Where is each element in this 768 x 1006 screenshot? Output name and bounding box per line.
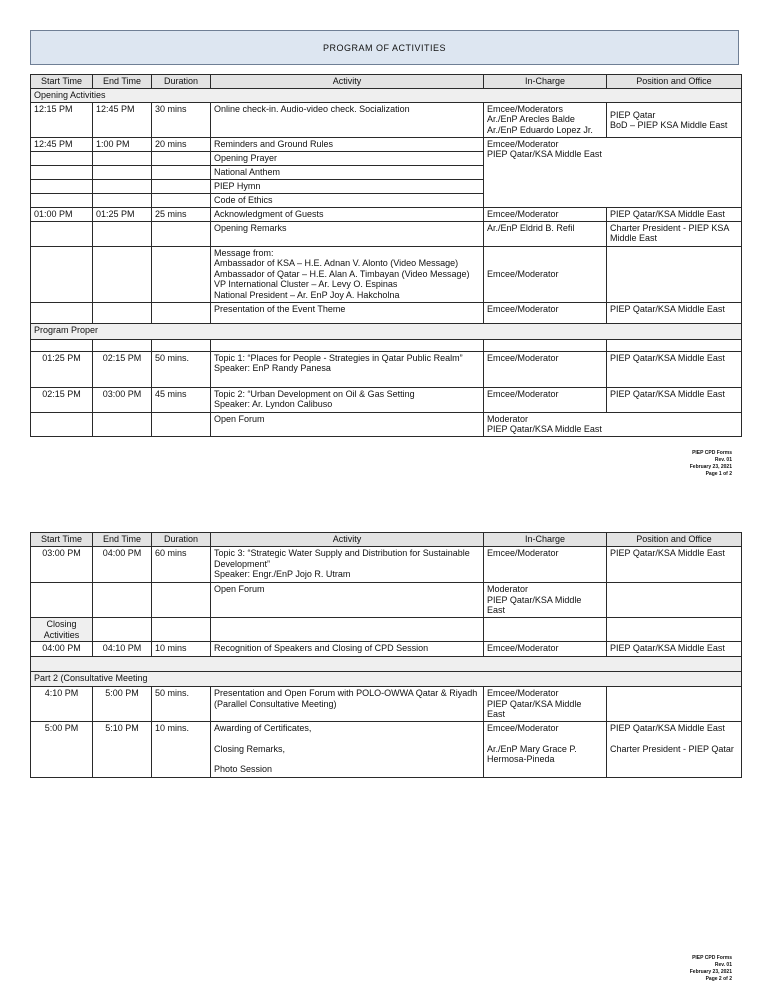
- footer-date: February 23, 2021: [689, 969, 732, 975]
- table-row: [31, 246, 742, 302]
- footer-page-number: Page 1 of 2: [705, 471, 732, 477]
- activity-cell: PIEP Hymn: [211, 179, 484, 193]
- in-charge-cell: [484, 102, 607, 137]
- duration-cell: [152, 246, 211, 302]
- duration-cell: 60 mins: [152, 547, 211, 583]
- position-cell: PIEP Qatar/KSA Middle East: [607, 387, 742, 412]
- section-spacer: [31, 657, 742, 672]
- in-charge-line: East: [487, 605, 506, 615]
- activity-line: Closing Remarks,: [214, 743, 286, 754]
- header-in-charge: In-Charge: [484, 75, 607, 89]
- footer-revision: Rev. 01: [714, 962, 732, 968]
- header-end-time: End Time: [93, 75, 152, 89]
- section-opening-activities: Opening Activities: [31, 89, 742, 103]
- header-start-time: Start Time: [31, 533, 93, 547]
- activity-cell: [211, 387, 484, 412]
- schedule-table-page-1: [30, 74, 742, 437]
- end-time-cell: 01:25 PM: [93, 207, 152, 221]
- duration-cell: 30 mins: [152, 102, 211, 137]
- position-cell: PIEP Qatar/KSA Middle East: [607, 207, 742, 221]
- activity-cell: Opening Remarks: [211, 221, 484, 246]
- table-row: [31, 221, 742, 246]
- start-time-cell: 04:00 PM: [31, 642, 93, 657]
- activity-line: Photo Session: [214, 764, 273, 774]
- start-time-cell: 12:15 PM: [31, 102, 93, 137]
- end-time-cell: [93, 412, 152, 436]
- section-row: [31, 89, 742, 103]
- start-time-cell: 01:00 PM: [31, 207, 93, 221]
- end-time-cell: [93, 193, 152, 207]
- end-time-cell: 1:00 PM: [93, 137, 152, 151]
- in-charge-cell: Emcee/Moderator: [484, 351, 607, 387]
- end-time-cell: [93, 618, 152, 642]
- end-time-cell: [93, 179, 152, 193]
- footer-form-name: PIEP CPD Forms: [692, 450, 732, 456]
- duration-cell: [152, 193, 211, 207]
- empty-cell: [607, 339, 742, 351]
- activity-line: Topic 3: “Strategic Water Supply and Distribution for Sustainable Development”: [214, 548, 470, 569]
- in-charge-line: Ar./EnP Arecles Balde: [487, 114, 575, 124]
- position-cell: [607, 583, 742, 618]
- in-charge-cell: [484, 137, 742, 207]
- end-time-cell: 03:00 PM: [93, 387, 152, 412]
- in-charge-cell: [484, 412, 742, 436]
- duration-cell: [152, 302, 211, 323]
- table-row: [31, 137, 742, 151]
- activity-cell: Presentation of the Event Theme: [211, 302, 484, 323]
- end-time-cell: [93, 302, 152, 323]
- header-start-time: Start Time: [31, 75, 93, 89]
- in-charge-line: PIEP Qatar/KSA Middle East: [487, 424, 602, 434]
- in-charge-cell: Emcee/Moderator: [484, 642, 607, 657]
- section-part-2: Part 2 (Consultative Meeting: [31, 672, 742, 687]
- start-time-cell: [31, 165, 93, 179]
- in-charge-cell: Emcee/Moderator: [484, 246, 607, 302]
- duration-cell: 25 mins: [152, 207, 211, 221]
- start-time-cell: [31, 151, 93, 165]
- start-time-cell: [31, 412, 93, 436]
- activity-cell: [211, 722, 484, 778]
- empty-cell: [484, 339, 607, 351]
- activity-cell: Acknowledgment of Guests: [211, 207, 484, 221]
- end-time-cell: 12:45 PM: [93, 102, 152, 137]
- start-time-cell: [31, 302, 93, 323]
- in-charge-line: Emcee/Moderator: [487, 723, 559, 733]
- end-time-cell: [93, 165, 152, 179]
- start-time-cell: 12:45 PM: [31, 137, 93, 151]
- table-row: [31, 618, 742, 642]
- end-time-cell: 5:00 PM: [93, 687, 152, 722]
- duration-cell: [152, 151, 211, 165]
- position-line: Middle East: [610, 233, 658, 243]
- in-charge-cell: [484, 687, 607, 722]
- header-position: Position and Office: [607, 75, 742, 89]
- activity-cell: Online check-in. Audio-video check. Socialization: [211, 102, 484, 137]
- table-row: [31, 302, 742, 323]
- table-row: [31, 547, 742, 583]
- header-activity: Activity: [211, 533, 484, 547]
- position-cell: [607, 246, 742, 302]
- table-row: [31, 387, 742, 412]
- empty-cell: [93, 339, 152, 351]
- in-charge-line: Emcee/Moderator: [487, 688, 559, 698]
- section-program-proper: Program Proper: [31, 323, 742, 339]
- duration-cell: 50 mins.: [152, 687, 211, 722]
- activity-cell: Code of Ethics: [211, 193, 484, 207]
- activity-line: Ambassador of Qatar – H.E. Alan A. Timbayan (Video Message): [214, 268, 470, 279]
- in-charge-cell: [484, 722, 607, 778]
- position-cell: [607, 618, 742, 642]
- start-time-cell: [31, 179, 93, 193]
- in-charge-cell: Emcee/Moderator: [484, 302, 607, 323]
- end-time-cell: [93, 221, 152, 246]
- header-end-time: End Time: [93, 533, 152, 547]
- table-row: [31, 102, 742, 137]
- duration-cell: 20 mins: [152, 137, 211, 151]
- in-charge-line: PIEP Qatar/KSA Middle: [487, 594, 582, 605]
- page-title: PROGRAM OF ACTIVITIES: [30, 30, 739, 65]
- activity-line: Speaker: EnP Randy Panesa: [214, 363, 331, 373]
- position-cell: [607, 102, 742, 137]
- table-header-row: [31, 533, 742, 547]
- in-charge-line: Emcee/Moderators: [487, 103, 564, 114]
- activity-cell: Recognition of Speakers and Closing of CPD Session: [211, 642, 484, 657]
- page-footer-2: [640, 955, 732, 983]
- in-charge-line: PIEP Qatar/KSA Middle: [487, 698, 582, 709]
- closing-activities-label: Closing Activities: [31, 618, 93, 642]
- end-time-cell: 5:10 PM: [93, 722, 152, 778]
- empty-cell: [211, 339, 484, 351]
- in-charge-cell: [484, 618, 607, 642]
- activity-cell: [211, 618, 484, 642]
- position-line: PIEP Qatar: [610, 109, 656, 120]
- in-charge-line: Ar./EnP Mary Grace P. Hermosa-Pineda: [487, 743, 577, 764]
- activity-line: Ambassador of KSA – H.E. Adnan V. Alonto (Video Message): [214, 258, 459, 268]
- position-cell: PIEP Qatar/KSA Middle East: [607, 642, 742, 657]
- activity-line: Topic 2: “Urban Development on Oil & Gas Setting: [214, 388, 415, 399]
- table-row: [31, 207, 742, 221]
- activity-line: VP International Cluster – Ar. Levy O. Espinas: [214, 279, 398, 289]
- empty-cell: [152, 339, 211, 351]
- section-row: [31, 657, 742, 672]
- duration-cell: [152, 618, 211, 642]
- in-charge-cell: Emcee/Moderator: [484, 547, 607, 583]
- activity-cell: [211, 246, 484, 302]
- activity-cell: [211, 547, 484, 583]
- in-charge-cell: [484, 583, 607, 618]
- duration-cell: [152, 221, 211, 246]
- header-duration: Duration: [152, 533, 211, 547]
- start-time-cell: 5:00 PM: [31, 722, 93, 778]
- footer-revision: Rev. 01: [714, 457, 732, 463]
- header-duration: Duration: [152, 75, 211, 89]
- in-charge-line: East: [487, 709, 506, 719]
- duration-cell: [152, 179, 211, 193]
- end-time-cell: 02:15 PM: [93, 351, 152, 387]
- in-charge-line: Moderator: [487, 584, 529, 594]
- end-time-cell: 04:10 PM: [93, 642, 152, 657]
- in-charge-cell: Emcee/Moderator: [484, 387, 607, 412]
- table-header-row: [31, 75, 742, 89]
- activity-cell: Reminders and Ground Rules: [211, 137, 484, 151]
- start-time-cell: [31, 583, 93, 618]
- in-charge-line: Ar./EnP Eduardo Lopez Jr.: [487, 124, 593, 135]
- table-row: [31, 351, 742, 387]
- duration-cell: 50 mins.: [152, 351, 211, 387]
- table-row: [31, 687, 742, 722]
- table-row: [31, 412, 742, 436]
- activity-cell: National Anthem: [211, 165, 484, 179]
- section-row: [31, 323, 742, 339]
- activity-line: Message from:: [214, 247, 274, 258]
- start-time-cell: [31, 221, 93, 246]
- in-charge-line: Moderator: [487, 413, 529, 424]
- in-charge-cell: Emcee/Moderator: [484, 207, 607, 221]
- duration-cell: [152, 412, 211, 436]
- position-line: BoD – PIEP KSA Middle East: [610, 120, 728, 130]
- start-time-cell: 4:10 PM: [31, 687, 93, 722]
- start-time-cell: 03:00 PM: [31, 547, 93, 583]
- page-footer-1: [640, 450, 732, 478]
- table-row: [31, 722, 742, 778]
- position-cell: [607, 722, 742, 778]
- position-cell: [607, 687, 742, 722]
- in-charge-line: Emcee/Moderator: [487, 138, 559, 149]
- position-cell: [607, 221, 742, 246]
- end-time-cell: 04:00 PM: [93, 547, 152, 583]
- position-line: PIEP Qatar/KSA Middle East: [610, 723, 725, 733]
- position-cell: PIEP Qatar/KSA Middle East: [607, 547, 742, 583]
- activity-cell: [211, 351, 484, 387]
- duration-cell: 10 mins.: [152, 722, 211, 778]
- section-row: [31, 672, 742, 687]
- duration-cell: [152, 583, 211, 618]
- position-cell: PIEP Qatar/KSA Middle East: [607, 351, 742, 387]
- footer-form-name: PIEP CPD Forms: [692, 955, 732, 961]
- start-time-cell: 02:15 PM: [31, 387, 93, 412]
- duration-cell: 10 mins: [152, 642, 211, 657]
- position-line: Charter President - PIEP Qatar: [610, 743, 734, 754]
- activity-line: Speaker: Engr./EnP Jojo R. Utram: [214, 569, 351, 579]
- footer-page-number: Page 2 of 2: [705, 976, 732, 982]
- start-time-cell: [31, 246, 93, 302]
- end-time-cell: [93, 583, 152, 618]
- in-charge-cell: Ar./EnP Eldrid B. Refil: [484, 221, 607, 246]
- duration-cell: 45 mins: [152, 387, 211, 412]
- position-cell: PIEP Qatar/KSA Middle East: [607, 302, 742, 323]
- table-row: [31, 583, 742, 618]
- schedule-table-page-2: [30, 532, 742, 778]
- activity-cell: Presentation and Open Forum with POLO-OWWA Qatar & Riyadh (Parallel Consultative Meeting): [211, 687, 484, 722]
- header-in-charge: In-Charge: [484, 533, 607, 547]
- activity-line: Speaker: Ar. Lyndon Calibuso: [214, 399, 333, 409]
- footer-date: February 23, 2021: [689, 464, 732, 470]
- activity-line: Topic 1: “Places for People - Strategies in Qatar Public Realm”: [214, 352, 463, 363]
- duration-cell: [152, 165, 211, 179]
- activity-cell: Open Forum: [211, 583, 484, 618]
- table-row-spacer: [31, 339, 742, 351]
- end-time-cell: [93, 151, 152, 165]
- position-line: Charter President - PIEP KSA: [610, 222, 730, 233]
- activity-line: National President – Ar. EnP Joy A. Hakcholna: [214, 289, 400, 300]
- end-time-cell: [93, 246, 152, 302]
- activity-line: Awarding of Certificates,: [214, 723, 312, 733]
- in-charge-line: PIEP Qatar/KSA Middle East: [487, 149, 602, 159]
- header-activity: Activity: [211, 75, 484, 89]
- table-row: [31, 642, 742, 657]
- activity-cell: Open Forum: [211, 412, 484, 436]
- header-position: Position and Office: [607, 533, 742, 547]
- start-time-cell: [31, 193, 93, 207]
- start-time-cell: 01:25 PM: [31, 351, 93, 387]
- activity-cell: Opening Prayer: [211, 151, 484, 165]
- empty-cell: [31, 339, 93, 351]
